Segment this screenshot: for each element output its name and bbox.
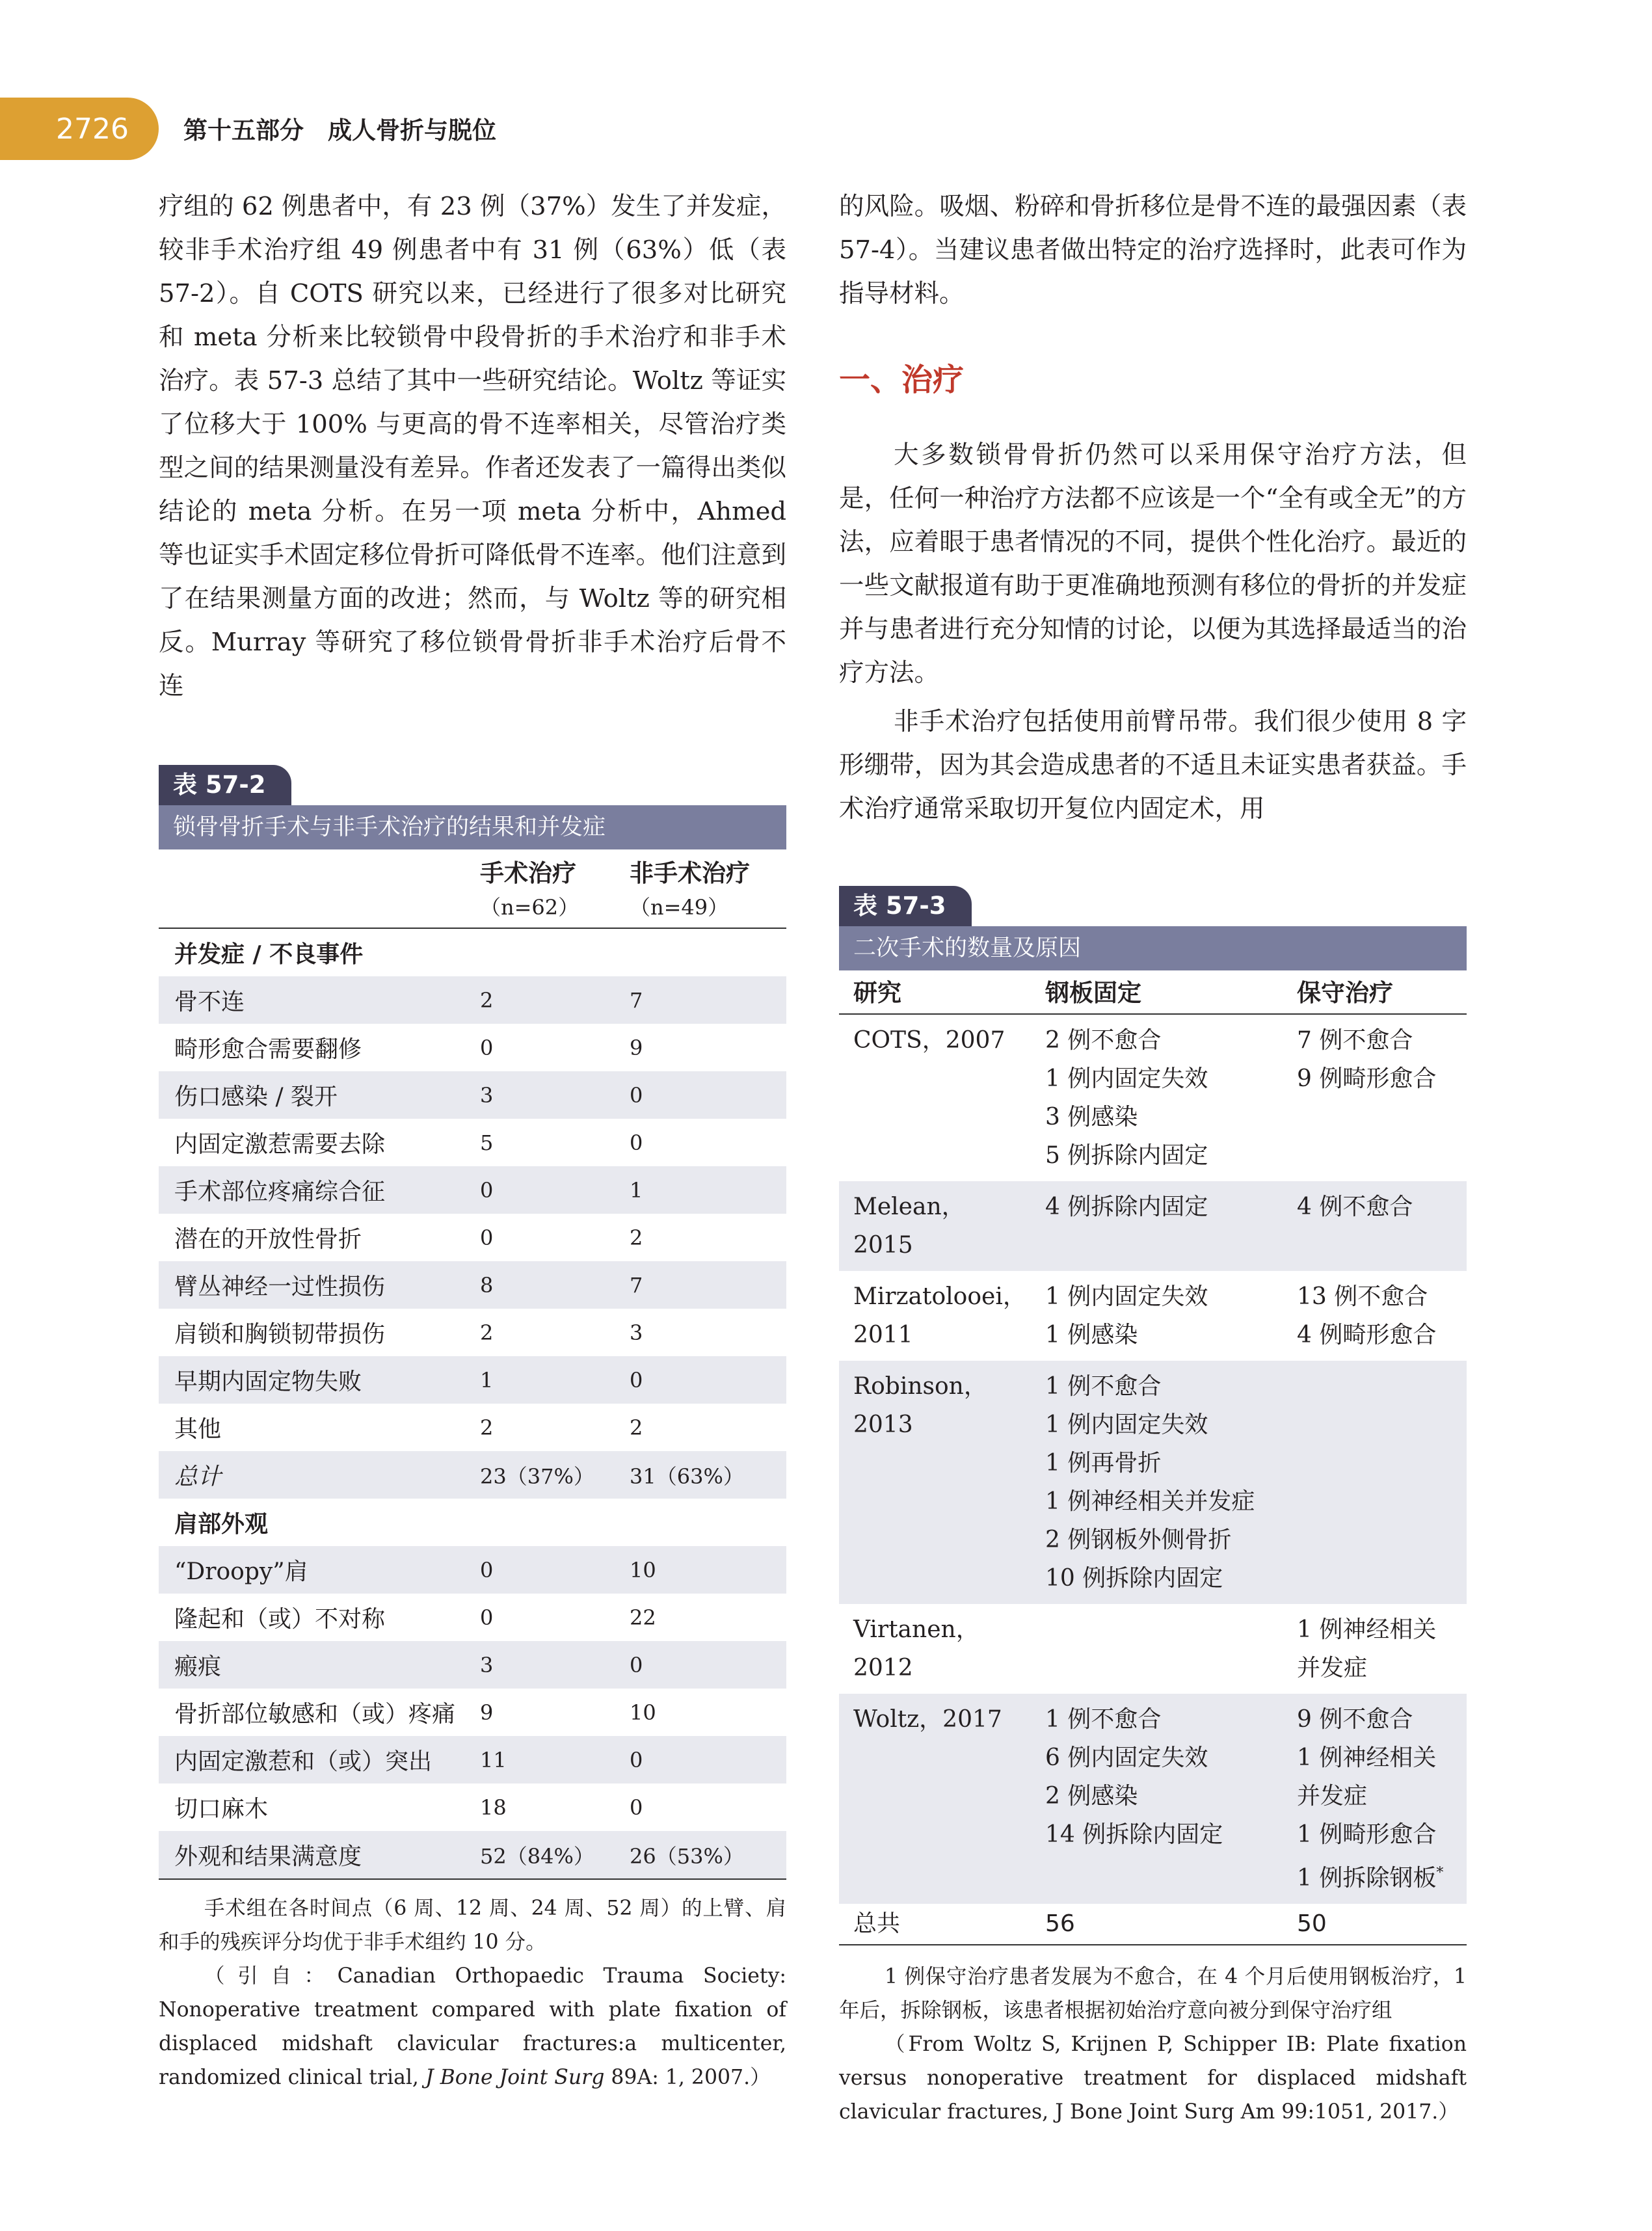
cell-line: 9 例不愈合 (1297, 1706, 1413, 1733)
nonsurgery-value: 0 (630, 1356, 786, 1404)
table-57-2-footnote: 手术组在各时间点（6 周、12 周、24 周、52 周）的上臂、肩和手的残疾评分均优于非手术组约 10 分。 (159, 1897, 786, 1954)
table-57-2-body (159, 928, 786, 1879)
row-label: 潜在的开放性骨折 (174, 1226, 362, 1253)
cell-line: 4 例拆除内固定 (1045, 1194, 1208, 1220)
cell-line: 1 例再骨折 (1045, 1450, 1162, 1476)
surgery-value: 2 (480, 1320, 494, 1345)
cell-line: 10 例拆除内固定 (1045, 1565, 1223, 1592)
col-subheader-nonsurgery: （n=49） (630, 891, 786, 928)
col-header-plate: 钢板固定 (1045, 970, 1297, 1014)
table-57-3-footnote: 1 例保守治疗患者发展为不愈合，在 4 个月后使用钢板治疗，1 年后，拆除钢板，该患者根据初始治疗意向被分到保守治疗组 (839, 1965, 1467, 2022)
plate-cell (1045, 1604, 1297, 1694)
nonsurgery-value: 22 (630, 1605, 656, 1630)
nonsurgery-value: 7 (630, 976, 786, 1024)
surgery-value: 0 (480, 1035, 494, 1060)
row-label: 畸形愈合需要翻修 (174, 1036, 362, 1063)
conservative-cell (1297, 1014, 1467, 1181)
table-subheader-row (159, 891, 786, 928)
table-57-2-citation (159, 1959, 786, 2094)
total-conservative: 50 (1297, 1904, 1467, 1945)
row-label: “Droopy”肩 (159, 1546, 480, 1594)
cell-line: 1 例神经相关 (1297, 1616, 1437, 1643)
conservative-cell (1297, 1694, 1467, 1904)
col-header-conservative: 保守治疗 (1297, 970, 1467, 1014)
table-row (159, 1783, 786, 1831)
cell-line: 2 例钢板外侧骨折 (1045, 1527, 1232, 1553)
cell-line: 7 例不愈合 (1297, 1027, 1413, 1054)
row-label: 骨不连 (159, 976, 480, 1024)
col-header-study: 研究 (839, 970, 1045, 1014)
cell-line: 并发症 (1297, 1655, 1368, 1681)
surgery-value: 11 (480, 1736, 630, 1783)
table-57-3-title: 二次手术的数量及原因 (839, 926, 1467, 970)
surgery-value: 0 (480, 1166, 630, 1214)
row-label: 内固定激惹需要去除 (174, 1131, 386, 1158)
cell-line: 1 例感染 (1045, 1322, 1138, 1348)
cell-line: 14 例拆除内固定 (1045, 1821, 1223, 1848)
cell-line: Virtanen， (853, 1616, 979, 1643)
table-row (159, 1119, 786, 1166)
col-subheader-surgery: （n=62） (480, 891, 630, 928)
study-cell (839, 1181, 1045, 1271)
table-row (839, 1014, 1467, 1181)
cell-line: 3 例感染 (1045, 1104, 1138, 1130)
cell-line: 2012 (853, 1655, 913, 1681)
surgery-value: 0 (480, 1546, 630, 1594)
cell-line: COTS，2007 (853, 1027, 1006, 1054)
table-header-row (839, 970, 1467, 1014)
table-row (159, 1261, 786, 1309)
table-row (159, 1024, 786, 1071)
nonsurgery-value: 1 (630, 1166, 786, 1214)
left-paragraph: 疗组的 62 例患者中，有 23 例（37%）发生了并发症，较非手术治疗组 49 例患者中有 31 例（63%）低（表 57-2）。自 COTS 研究以来，已经进行了很多对比研究和 meta 分析来比较锁骨中段骨折的手术治疗和非手术治疗。表 57-3 总结了其中一些研究结论。Woltz 等证实了位移大于 100% 与更高的骨不连率相关，尽管治疗类型之间的结果测量没有差异。作者还发表了一篇得出类似结论的 meta 分析。在另一项 meta 分析中，Ahmed 等也证实手术固定移位骨折可降低骨不连率。他们注意到了在结果测量方面的改进；然而，与 Woltz 等的研究相反。Murray 等研究了移位锁骨骨折非手术治疗后骨不连 (159, 192, 786, 701)
row-label: 手术部位疼痛综合征 (159, 1166, 480, 1214)
table-row (839, 1181, 1467, 1271)
nonsurgery-value: 3 (630, 1320, 643, 1345)
row-label: 其他 (174, 1416, 222, 1443)
study-cell (839, 1604, 1045, 1694)
row-label: 伤口感染 / 裂开 (159, 1071, 480, 1119)
surgery-value: 3 (480, 1071, 630, 1119)
cell-line: 1 例不愈合 (1045, 1706, 1162, 1733)
row-label: 瘢痕 (159, 1641, 480, 1689)
table-row (159, 1451, 786, 1499)
footnote-marker: * (1436, 1865, 1444, 1881)
study-cell (839, 1694, 1045, 1904)
table-57-2-title: 锁骨骨折手术与非手术治疗的结果和并发症 (159, 805, 786, 849)
cell-line: 1 例神经相关 (1297, 1744, 1437, 1771)
table-row (159, 1594, 786, 1641)
table-row (159, 1309, 786, 1356)
cell-line: 4 例畸形愈合 (1297, 1322, 1437, 1348)
plate-cell (1045, 1014, 1297, 1181)
cell-line: 6 例内固定失效 (1045, 1744, 1208, 1771)
table-57-3-tab: 表 57-3 (839, 886, 972, 926)
surgery-value: 8 (480, 1261, 630, 1309)
row-label: 总计 (159, 1451, 480, 1499)
cell-line: 1 例内固定失效 (1045, 1065, 1208, 1092)
row-label: 肩锁和胸锁韧带损伤 (174, 1321, 386, 1348)
table-group-row (159, 1499, 786, 1546)
table-row (839, 1361, 1467, 1604)
right-paragraph-1: 大多数锁骨骨折仍然可以采用保守治疗方法，但是，任何一种治疗方法都不应该是一个“全有或全无”的方法，应着眼于患者情况的不同，提供个性化治疗。最近的一些文献报道有助于更准确地预测有移位的骨折的并发症并与患者进行充分知情的讨论，以便为其选择最适当的治疗方法。 (839, 440, 1467, 688)
cell-line: 5 例拆除内固定 (1045, 1142, 1208, 1169)
total-label: 总共 (839, 1904, 1045, 1945)
study-cell (839, 1271, 1045, 1361)
nonsurgery-value: 10 (630, 1546, 786, 1594)
cell-line: 1 例内固定失效 (1045, 1283, 1208, 1310)
nonsurgery-value: 0 (630, 1641, 786, 1689)
surgery-value: 23（37%） (480, 1451, 630, 1499)
row-label: 切口麻木 (174, 1796, 269, 1823)
row-label: 外观和结果满意度 (159, 1831, 480, 1879)
page-number-badge (0, 98, 159, 160)
nonsurgery-value: 0 (630, 1795, 643, 1820)
cell-line: 9 例畸形愈合 (1297, 1065, 1437, 1092)
conservative-cell (1297, 1271, 1467, 1361)
nonsurgery-value: 26（53%） (630, 1831, 786, 1879)
nonsurgery-value: 7 (630, 1261, 786, 1309)
cell-line: 2015 (853, 1232, 913, 1259)
surgery-value: 2 (480, 1415, 494, 1440)
citation-journal: J Bone Joint Surg (425, 2066, 605, 2089)
table-row (159, 1356, 786, 1404)
plate-cell (1045, 1181, 1297, 1271)
table-header-row (159, 849, 786, 891)
citation-suffix: 89A: 1, 2007.） (604, 2066, 771, 2089)
cell-line: Mirzatolooei， (853, 1283, 1026, 1310)
table-57-3-citation: （From Woltz S, Krijnen P, Schipper IB: Plate fixation versus nonoperative treatment for displaced midshaft clavicular fractures, J Bone Joint Surg Am 99:1051, 2017.） (839, 2033, 1467, 2124)
cell-line: Robinson， (853, 1373, 987, 1400)
table-57-2 (159, 765, 786, 2094)
group-label: 并发症 / 不良事件 (174, 941, 364, 968)
table-row (159, 1071, 786, 1119)
nonsurgery-value: 31（63%） (630, 1451, 786, 1499)
plate-cell (1045, 1361, 1297, 1604)
nonsurgery-value: 10 (630, 1700, 656, 1725)
table-row (159, 1404, 786, 1451)
table-57-2-tab: 表 57-2 (159, 765, 291, 805)
col-header-surgery: 手术治疗 (480, 859, 576, 887)
table-row (159, 1831, 786, 1879)
cell-line: 2 例不愈合 (1045, 1027, 1162, 1054)
nonsurgery-value: 2 (630, 1225, 643, 1250)
cell-line: 1 例拆除钢板 (1297, 1865, 1437, 1891)
left-column (159, 185, 786, 708)
cell-line: 1 例畸形愈合 (1297, 1821, 1437, 1848)
table-row (839, 1694, 1467, 1904)
nonsurgery-value: 9 (630, 1035, 643, 1060)
row-label: 臂丛神经一过性损伤 (159, 1261, 480, 1309)
table-total-row (839, 1904, 1467, 1945)
cell-line: Melean， (853, 1194, 965, 1220)
citation-prefix: （引自：Canadian Orthopaedic Trauma Society: Nonoperative treatment compared with plate fixation of displaced midshaft clavicular fractures:a multicenter, randomized clinical trial, (159, 1964, 786, 2089)
surgery-value: 52（84%） (480, 1831, 630, 1879)
study-cell (839, 1361, 1045, 1604)
table-57-3-grid (839, 970, 1467, 1945)
plate-cell (1045, 1694, 1297, 1904)
row-label: 内固定激惹和（或）突出 (159, 1736, 480, 1783)
surgery-value: 3 (480, 1641, 630, 1689)
table-row (159, 1736, 786, 1783)
right-paragraph-top: 的风险。吸烟、粉碎和骨折移位是骨不连的最强因素（表 57-4）。当建议患者做出特定的治疗选择时，此表可作为指导材料。 (839, 192, 1467, 308)
cell-line: 1 例内固定失效 (1045, 1411, 1208, 1438)
surgery-value: 0 (480, 1225, 494, 1250)
right-column (839, 185, 1467, 831)
running-head: 第十五部分 成人骨折与脱位 (183, 116, 496, 144)
group-label: 肩部外观 (174, 1511, 269, 1538)
col-header-nonsurgery: 非手术治疗 (630, 859, 750, 887)
table-row (159, 976, 786, 1024)
table-row (159, 1214, 786, 1261)
nonsurgery-value: 2 (630, 1415, 643, 1440)
table-group-row (159, 928, 786, 976)
table-row (159, 1546, 786, 1594)
nonsurgery-value: 0 (630, 1130, 643, 1155)
cell-line: 并发症 (1297, 1783, 1368, 1810)
section-heading: 一、治疗 (839, 362, 965, 398)
surgery-value: 1 (480, 1356, 630, 1404)
row-label: 隆起和（或）不对称 (174, 1606, 386, 1633)
cell-line: 2011 (853, 1322, 913, 1348)
surgery-value: 9 (480, 1700, 494, 1725)
cell-line: 13 例不愈合 (1297, 1283, 1428, 1310)
table-row (839, 1271, 1467, 1361)
table-57-3 (839, 886, 1467, 2129)
nonsurgery-value: 0 (630, 1736, 786, 1783)
row-label: 骨折部位敏感和（或）疼痛 (174, 1701, 456, 1728)
cell-line-with-marker (1297, 1854, 1467, 1897)
cell-line: 2013 (853, 1411, 913, 1438)
surgery-value: 18 (480, 1795, 507, 1820)
surgery-value: 2 (480, 976, 630, 1024)
total-plate: 56 (1045, 1904, 1297, 1945)
cell-line: 2 例感染 (1045, 1783, 1138, 1810)
cell-line: 4 例不愈合 (1297, 1194, 1413, 1220)
surgery-value: 5 (480, 1130, 494, 1155)
conservative-cell (1297, 1181, 1467, 1271)
table-row (159, 1641, 786, 1689)
table-57-2-grid (159, 849, 786, 1880)
study-cell (839, 1014, 1045, 1181)
cell-line: Woltz，2017 (853, 1706, 1002, 1733)
table-row (159, 1689, 786, 1736)
table-57-3-body (839, 1014, 1467, 1904)
table-row (159, 1166, 786, 1214)
table-row (839, 1604, 1467, 1694)
cell-line: 1 例不愈合 (1045, 1373, 1162, 1400)
surgery-value: 0 (480, 1605, 494, 1630)
nonsurgery-value: 0 (630, 1071, 786, 1119)
conservative-cell (1297, 1361, 1467, 1604)
page-number: 2726 (56, 112, 129, 146)
conservative-cell (1297, 1604, 1467, 1694)
right-paragraph-2: 非手术治疗包括使用前臂吊带。我们很少使用 8 字形绷带，因为其会造成患者的不适且未证实患者获益。手术治疗通常采取切开复位内固定术，用 (839, 707, 1467, 823)
cell-line: 1 例神经相关并发症 (1045, 1488, 1255, 1515)
plate-cell (1045, 1271, 1297, 1361)
row-label: 早期内固定物失败 (159, 1356, 480, 1404)
